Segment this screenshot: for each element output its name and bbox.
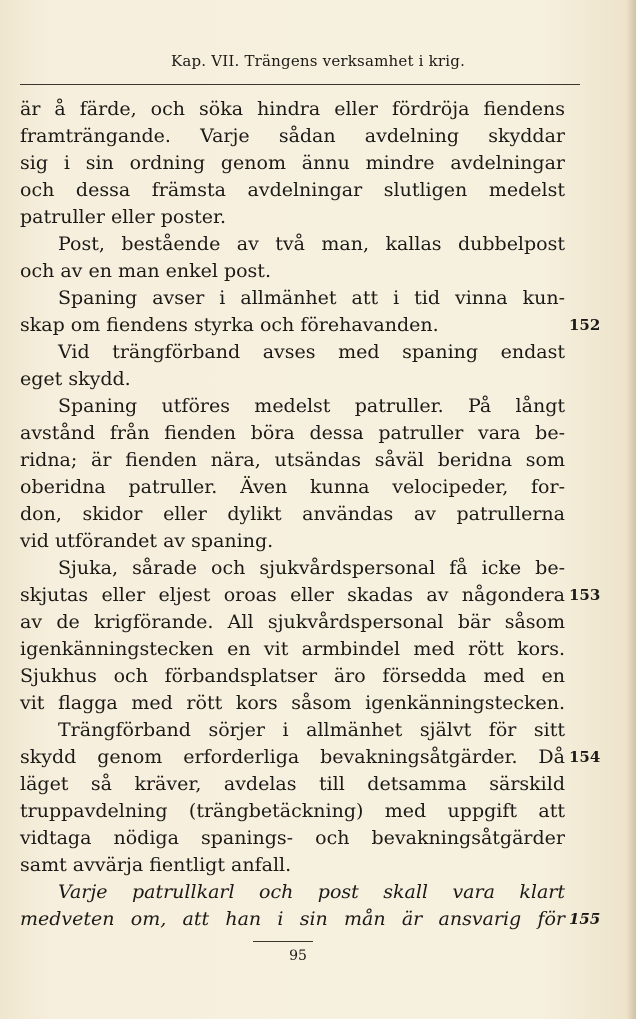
text-line xyxy=(20,744,565,771)
text-line-content: medveten om, att han i sin mån är ansvarig för xyxy=(20,908,565,930)
text-line xyxy=(20,825,565,852)
text-line-content: av de krigförande. All sjukvårdspersonal bär såsom xyxy=(20,611,565,633)
text-line xyxy=(20,204,565,231)
text-line-content: Varje patrullkarl och post skall vara klart xyxy=(58,881,565,903)
page-number: 95 xyxy=(289,948,307,964)
text-line-content: skjutas eller eljest oroas eller skadas av någondera xyxy=(20,584,565,606)
text-line-content: är å färde, och söka hindra eller fördröja fiendens xyxy=(20,98,565,120)
text-line-content: don, skidor eller dylikt användas av patrullerna xyxy=(20,503,565,525)
text-line xyxy=(20,96,565,123)
text-line-content: samt avvärja fientligt anfall. xyxy=(20,854,292,876)
text-line-content: ridna; är fienden nära, utsändas såväl beridna som xyxy=(20,449,565,471)
text-line xyxy=(20,771,565,798)
text-line xyxy=(20,177,565,204)
footer-rule xyxy=(253,941,313,942)
page-body xyxy=(20,96,601,933)
text-line xyxy=(20,474,565,501)
text-line xyxy=(20,366,565,393)
text-line xyxy=(20,420,565,447)
running-head: Kap. VII. Trängens verksamhet i krig. xyxy=(170,52,466,70)
text-line-content: sig i sin ordning genom ännu mindre avdelningar xyxy=(20,152,565,174)
text-line xyxy=(20,609,565,636)
text-line xyxy=(20,231,565,258)
text-line-content: igenkänningstecken en vit armbindel med rött kors. xyxy=(20,638,565,660)
text-line xyxy=(20,798,565,825)
text-line-content: Sjuka, sårade och sjukvårdspersonal få icke be- xyxy=(58,557,565,579)
text-line-content: läget så kräver, avdelas till detsamma särskild xyxy=(20,773,565,795)
text-line-content: Vid trängförband avses med spaning endast xyxy=(58,341,565,363)
text-line-content: Post, bestående av två man, kallas dubbelpost xyxy=(58,233,565,255)
section-number: 153 xyxy=(569,586,601,604)
text-line xyxy=(20,501,565,528)
text-line-content: Trängförband sörjer i allmänhet självt för sitt xyxy=(58,719,565,741)
page-edge-shadow xyxy=(626,0,636,1019)
section-number: 155 xyxy=(569,910,601,928)
text-line-content: patruller eller poster. xyxy=(20,206,226,228)
text-line-content: Spaning utföres medelst patruller. På långt xyxy=(58,395,565,417)
text-line xyxy=(20,852,565,879)
text-line-content: Sjukhus och förbandsplatser äro försedda med en xyxy=(20,665,565,687)
text-line-content: eget skydd. xyxy=(20,368,131,390)
text-line-content: Spaning avser i allmänhet att i tid vinna kun- xyxy=(58,287,565,309)
text-line-content: skap om fiendens styrka och förehavanden. xyxy=(20,314,439,336)
section-number: 152 xyxy=(569,316,601,334)
section-number: 154 xyxy=(569,748,601,766)
text-line xyxy=(20,636,565,663)
text-line-content: och dessa främsta avdelningar slutligen medelst xyxy=(20,179,565,201)
text-line xyxy=(20,123,565,150)
text-line-content: och av en man enkel post. xyxy=(20,260,271,282)
text-line xyxy=(20,447,565,474)
text-line xyxy=(20,690,565,717)
text-line-content: avstånd från fienden böra dessa patruller vara be- xyxy=(20,422,565,444)
text-line xyxy=(20,339,565,366)
header-rule xyxy=(20,84,580,85)
text-line-content: vid utförandet av spaning. xyxy=(20,530,274,552)
text-line xyxy=(20,528,565,555)
text-line xyxy=(20,258,565,285)
text-line-content: vidtaga nödiga spanings- och bevakningsåtgärder xyxy=(20,827,565,849)
text-line-content: vit flagga med rött kors såsom igenkänningstecken. xyxy=(20,692,565,714)
text-line-content: framträngande. Varje sådan avdelning skyddar xyxy=(20,125,565,147)
text-line xyxy=(20,582,565,609)
text-line-content: truppavdelning (trängbetäckning) med uppgift att xyxy=(20,800,565,822)
text-line-content: oberidna patruller. Även kunna velocipeder, for- xyxy=(20,476,565,498)
text-line xyxy=(20,906,565,933)
text-line xyxy=(20,393,565,420)
text-line xyxy=(20,663,565,690)
text-line xyxy=(20,312,565,339)
text-line-content: skydd genom erforderliga bevakningsåtgärder. Då xyxy=(20,746,565,768)
text-line xyxy=(20,150,565,177)
